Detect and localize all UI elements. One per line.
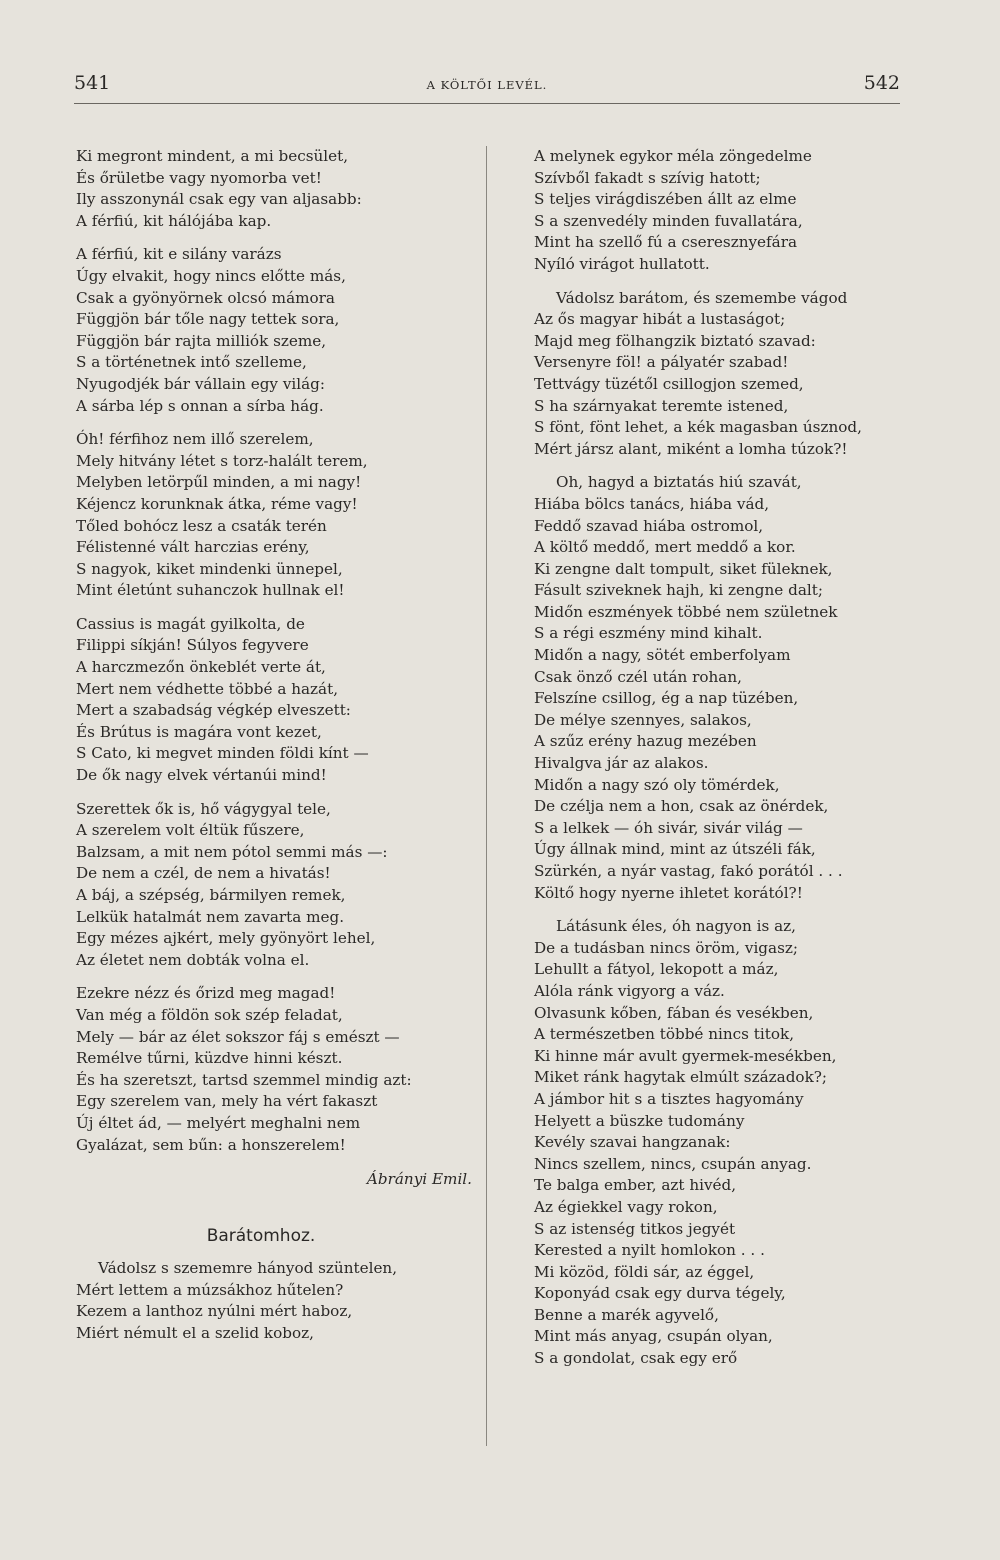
verse-line: Midőn eszmények többé nem születnek	[534, 602, 838, 621]
verse-line: Te balga ember, azt hivéd,	[534, 1176, 737, 1195]
verse-line: Félistenné vált harczias erény,	[76, 538, 310, 557]
stanza	[76, 146, 476, 232]
verse-line: Alóla ránk vigyorg a váz.	[534, 981, 725, 1000]
verse-line: Olvasunk kőben, fában és vesékben,	[534, 1003, 814, 1022]
verse-line: Függjön bár tőle nagy tettek sora,	[76, 310, 340, 329]
verse-line: S a gondolat, csak egy erő	[534, 1349, 738, 1368]
verse-line: Hiába bölcs tanács, hiába vád,	[534, 494, 770, 513]
verse-line: A férfiú, kit hálójába kap.	[76, 211, 272, 230]
stanza	[76, 614, 476, 787]
verse-line: Tőled bohócz lesz a csaták terén	[76, 516, 327, 535]
verse-line: Úgy állnak mind, mint az útszéli fák,	[534, 840, 816, 859]
verse-line: És ha szeretszt, tartsd szemmel mindig azt:	[76, 1070, 412, 1089]
poem-title: Barátomhoz.	[206, 1226, 316, 1247]
stanza	[76, 429, 476, 602]
verse-line: Van még a földön sok szép feladat,	[76, 1005, 343, 1024]
page-number-left: 541	[74, 72, 111, 94]
verse-line: Az ős magyar hibát a lustaságot;	[534, 310, 786, 329]
verse-line: Ki zengne dalt tompult, siket füleknek,	[534, 559, 833, 578]
verse-line: Óh! férfihoz nem illő szerelem,	[76, 430, 314, 449]
verse-line: Vádolsz barátom, és szemembe vágod	[556, 288, 848, 307]
verse-line: Mert a szabadság végkép elveszett:	[76, 701, 351, 720]
stanza	[534, 916, 974, 1369]
verse-line: S a lelkek — óh sivár, sivár világ —	[534, 818, 803, 837]
verse-line: Melyben letörpűl minden, a mi nagy!	[76, 473, 362, 492]
verse-line: A természetben többé nincs titok,	[534, 1025, 795, 1044]
verse-line: Szürkén, a nyár vastag, fakó porától . . .	[534, 862, 843, 880]
verse-line: Ily asszonynál csak egy van aljasabb:	[76, 190, 362, 209]
verse-line: Egy mézes ajkért, mely gyönyört lehel,	[76, 929, 376, 948]
verse-line: Majd meg fölhangzik biztató szavad:	[534, 331, 816, 350]
verse-line: Nincs szellem, nincs, csupán anyag.	[534, 1154, 812, 1173]
verse-line: Mért jársz alant, miként a lomha túzok?!	[534, 439, 848, 458]
verse-line: A jámbor hit s a tisztes hagyomány	[534, 1089, 804, 1108]
verse-line: Egy szerelem van, mely ha vért fakaszt	[76, 1092, 378, 1111]
verse-line: Az életet nem dobták volna el.	[76, 950, 310, 969]
verse-line: A melynek egykor méla zöngedelme	[534, 147, 812, 165]
verse-line: Csak a gyönyörnek olcsó mámora	[76, 288, 335, 307]
verse-line: A báj, a szépség, bármilyen remek,	[76, 886, 346, 904]
left-column	[76, 146, 476, 1345]
verse-line: Mint ha szellő fú a cseresznyefára	[534, 233, 798, 252]
verse-line: Mint életúnt suhanczok hullnak el!	[76, 581, 345, 600]
stanza	[534, 146, 974, 276]
page-header	[74, 70, 900, 104]
verse-line: Mint más anyag, csupán olyan,	[534, 1327, 773, 1346]
verse-line: Nyugodjék bár vállain egy világ:	[76, 374, 326, 393]
verse-line: A szűz erény hazug mezében	[534, 732, 757, 751]
verse-line: Koponyád csak egy durva tégely,	[534, 1284, 786, 1303]
verse-line: Szerettek ők is, hő vágygyal tele,	[76, 799, 331, 818]
stanza	[76, 244, 476, 417]
verse-line: Vádolsz s szememre hányod szüntelen,	[98, 1259, 398, 1278]
verse-line: Fásult sziveknek hajh, ki zengne dalt;	[534, 581, 823, 600]
verse-line: S a történetnek intő szelleme,	[76, 353, 307, 372]
verse-line: De ők nagy elvek vértanúi mind!	[76, 766, 327, 785]
verse-line: Helyett a büszke tudomány	[534, 1111, 745, 1130]
verse-line: Kerested a nyilt homlokon . . .	[534, 1241, 765, 1260]
verse-line: Balzsam, a mit nem pótol semmi más —:	[76, 842, 388, 861]
verse-line: S a szenvedély minden fuvallatára,	[534, 211, 803, 230]
stanza	[534, 288, 974, 461]
verse-line: Tettvágy tüzétől csillogjon szemed,	[534, 374, 804, 393]
verse-line: S a régi eszmény mind kihalt.	[534, 624, 763, 643]
verse-line: Az égiekkel vagy rokon,	[534, 1197, 718, 1216]
verse-line: És Brútus is magára vont kezet,	[76, 722, 322, 741]
verse-line: Cassius is magát gyilkolta, de	[76, 614, 305, 633]
verse-line: Kevély szavai hangzanak:	[534, 1133, 731, 1152]
verse-line: Feddő szavad hiába ostromol,	[534, 516, 764, 535]
verse-line: Úgy elvakit, hogy nincs előtte más,	[76, 266, 346, 285]
verse-line: Mely hitvány létet s torz-halált terem,	[76, 451, 368, 470]
poem-signature: Ábrányi Emil.	[366, 1170, 472, 1189]
verse-line: Gyalázat, sem bűn: a honszerelem!	[76, 1135, 346, 1154]
verse-line: Kezem a lanthoz nyúlni mért haboz,	[76, 1302, 353, 1321]
verse-line: Ki hinne már avult gyermek-mesékben,	[534, 1046, 837, 1065]
verse-line: És őrületbe vagy nyomorba vet!	[76, 168, 322, 187]
verse-line: Mi közöd, földi sár, az éggel,	[534, 1262, 755, 1281]
verse-line: Mert nem védhette többé a hazát,	[76, 679, 339, 698]
verse-line: Lehullt a fátyol, lekopott a máz,	[534, 960, 779, 979]
verse-line: S Cato, ki megvet minden földi kínt —	[76, 744, 369, 763]
verse-line: Költő hogy nyerne ihletet korától?!	[534, 883, 803, 902]
verse-line: Oh, hagyd a biztatás hiú szavát,	[556, 473, 802, 492]
verse-line: A férfiú, kit e silány varázs	[76, 245, 282, 264]
right-stanzas	[534, 146, 974, 1370]
verse-line: S teljes virágdiszében állt az elme	[534, 190, 797, 209]
verse-line: Nyíló virágot hullatott.	[534, 254, 710, 273]
verse-line: Remélve tűrni, küzdve hinni készt.	[76, 1049, 343, 1068]
verse-line: Felszíne csillog, ég a nap tüzében,	[534, 689, 799, 708]
left-stanzas	[76, 146, 476, 1156]
verse-line: S az istenség titkos jegyét	[534, 1219, 736, 1238]
verse-line: Hivalgva jár az alakos.	[534, 754, 709, 773]
verse-line: Mely — bár az élet sokszor fáj s emészt —	[76, 1027, 400, 1046]
verse-line: De a tudásban nincs öröm, vigasz;	[534, 938, 798, 957]
verse-line: Szívből fakadt s szívig hatott;	[534, 168, 761, 187]
verse-line: A sárba lép s onnan a sírba hág.	[76, 396, 324, 415]
right-column	[534, 146, 974, 1382]
verse-line: A harczmezőn önkeblét verte át,	[76, 658, 326, 677]
column-divider	[486, 146, 487, 1446]
verse-line: Midőn a nagy, sötét emberfolyam	[534, 646, 791, 665]
verse-line: Függjön bár rajta milliók szeme,	[76, 331, 327, 350]
verse-line: A szerelem volt éltük fűszere,	[76, 821, 305, 840]
verse-line: Ki megront mindent, a mi becsület,	[76, 147, 349, 165]
verse-line: Csak önző czél után rohan,	[534, 667, 742, 686]
verse-line: Midőn a nagy szó oly tömérdek,	[534, 775, 780, 794]
stanza	[76, 799, 476, 972]
verse-line: Új éltet ád, — melyért meghalni nem	[76, 1113, 361, 1132]
verse-line: Ezekre nézz és őrizd meg magad!	[76, 984, 336, 1003]
page-number-right: 542	[863, 72, 900, 94]
verse-line: Látásunk éles, óh nagyon is az,	[556, 917, 796, 936]
verse-line: Versenyre föl! a pályatér szabad!	[534, 353, 789, 372]
verse-line: Filippi síkján! Súlyos fegyvere	[76, 636, 309, 655]
verse-line: Kéjencz korunknak átka, réme vagy!	[76, 494, 358, 513]
header-rule	[74, 103, 900, 104]
verse-line: Benne a marék agyvelő,	[534, 1305, 719, 1324]
verse-line: S ha szárnyakat teremte istened,	[534, 396, 789, 415]
running-title: A KÖLTŐI LEVÉL.	[426, 78, 548, 92]
verse-line: Miket ránk hagytak elmúlt századok?;	[534, 1068, 828, 1087]
verse-line: A költő meddő, mert meddő a kor.	[534, 538, 796, 557]
stanza	[534, 472, 974, 904]
verse-line: S nagyok, kiket mindenki ünnepel,	[76, 559, 343, 578]
stanza	[76, 983, 476, 1156]
verse-line: S fönt, fönt lehet, a kék magasban úsznod,	[534, 418, 862, 437]
verse-line: Lelkük hatalmát nem zavarta meg.	[76, 907, 345, 926]
poem-opening	[76, 1258, 476, 1344]
verse-line: De mélye szennyes, salakos,	[534, 710, 752, 729]
verse-line: Mért lettem a múzsákhoz hűtelen?	[76, 1280, 344, 1299]
verse-line: De czélja nem a hon, csak az önérdek,	[534, 797, 829, 816]
verse-line: De nem a czél, de nem a hivatás!	[76, 864, 331, 883]
verse-line: Miért némult el a szelid koboz,	[76, 1323, 314, 1342]
